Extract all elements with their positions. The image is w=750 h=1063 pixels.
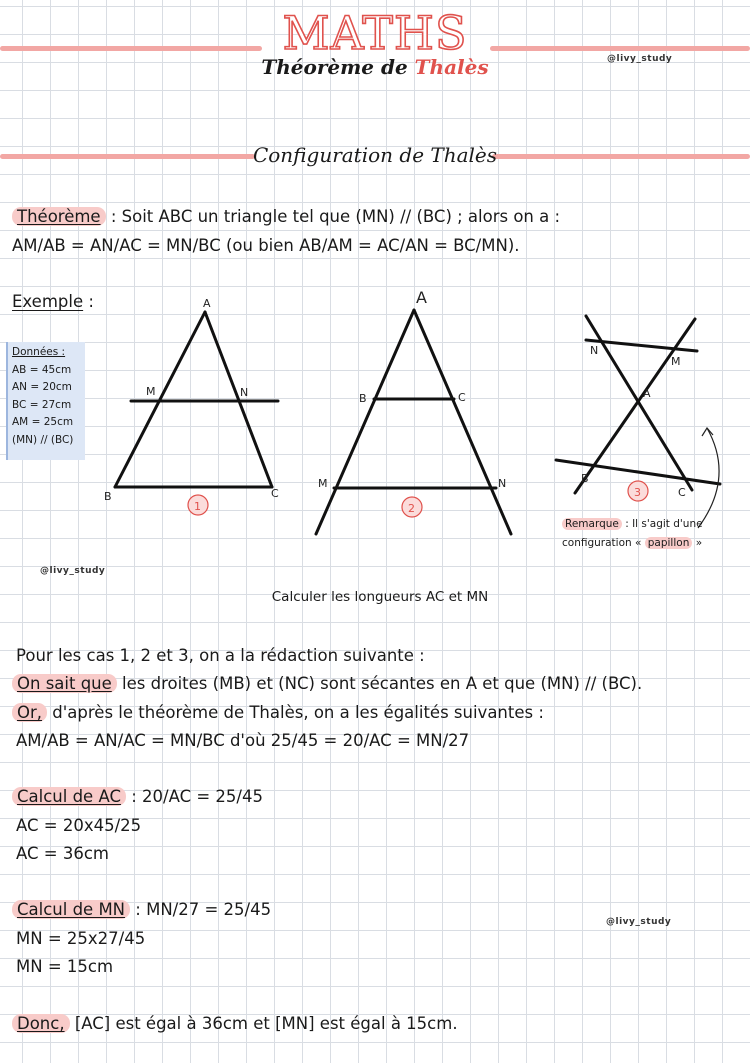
fig2-label-m: M: [318, 477, 328, 490]
on-sait-label: On sait que: [12, 674, 117, 693]
data-item: AB = 45cm: [12, 363, 72, 376]
exercise-caption: Calculer les longueurs AC et MN: [271, 589, 489, 605]
fig2-label-n: N: [498, 477, 507, 490]
redaction-intro: Pour les cas 1, 2 et 3, on a la rédaction suivante :: [16, 646, 425, 665]
fig1-label-a: A: [203, 297, 211, 310]
data-title: Données :: [12, 346, 66, 358]
remark-label: Remarque: [562, 518, 622, 530]
remark-line-1: [562, 515, 703, 534]
fig2-label-b: B: [359, 392, 367, 405]
fig3-label-a: A: [643, 387, 651, 400]
fig3-label-n: N: [590, 344, 599, 357]
or-text: d'après le théorème de Thalès, on a les égalités suivantes :: [47, 703, 544, 722]
remark-highlight: papillon: [645, 537, 693, 549]
fig1-label-m: M: [146, 385, 156, 398]
calc-ac-text: : 20/AC = 25/45: [125, 787, 263, 806]
fig3-label-b: B: [581, 472, 589, 485]
fig1-label-n: N: [240, 386, 249, 399]
fig3-label-m: M: [671, 355, 681, 368]
calc-ac-heading: [12, 787, 263, 806]
author-handle-middle: @livy_study: [40, 566, 106, 576]
theorem-label: Théorème: [12, 207, 106, 226]
data-item: AM = 25cm: [12, 416, 74, 428]
redaction-on-sait: [12, 674, 642, 693]
conclusion-line: [12, 1014, 458, 1033]
theorem-line-2: AM/AB = AN/AC = MN/BC (ou bien AB/AM = AC/AN = BC/MN).: [12, 236, 520, 255]
author-handle-bottom: @livy_study: [606, 917, 672, 927]
fig2-label-c: C: [458, 391, 466, 404]
calc-mn-heading: [12, 900, 271, 919]
or-label: Or,: [12, 703, 47, 722]
data-item: BC = 27cm: [12, 398, 72, 411]
on-sait-text: les droites (MB) et (NC) sont sécantes en A et que (MN) // (BC).: [116, 674, 643, 693]
fig2-label-a: A: [416, 288, 427, 307]
fig1-label-c: C: [271, 487, 279, 500]
redaction-or: [12, 703, 544, 722]
remark-note: [562, 515, 703, 553]
data-item: (MN) // (BC): [12, 433, 74, 446]
redaction-equalities: AM/AB = AN/AC = MN/BC d'où 25/45 = 20/AC = MN/27: [16, 731, 470, 750]
author-handle-top: @livy_study: [607, 54, 673, 64]
page-title: MATHS: [282, 6, 468, 60]
fig3-label-c: C: [678, 486, 686, 499]
fig2-line-am: [316, 310, 414, 534]
subtitle-highlight: Thalès: [414, 55, 489, 79]
calc-ac-line-2: AC = 20x45/25: [16, 816, 142, 835]
remark-text-3: »: [692, 537, 703, 549]
theorem-text: : Soit ABC un triangle tel que (MN) // (BC) ; alors on a :: [105, 207, 561, 226]
fig1-number: 1: [194, 500, 201, 513]
conclusion-label: Donc,: [12, 1014, 70, 1033]
fig2-line-an: [414, 310, 511, 534]
section-title: Configuration de Thalès: [252, 143, 498, 167]
conclusion-text: [AC] est égal à 36cm et [MN] est égal à 15cm.: [69, 1014, 458, 1033]
fig2-number: 2: [408, 502, 415, 515]
remark-line-2: [562, 534, 703, 553]
data-item: AN = 20cm: [12, 381, 72, 393]
arrow-head-icon: [702, 428, 713, 436]
calc-mn-line-2: MN = 25x27/45: [16, 929, 146, 948]
calc-mn-text: : MN/27 = 25/45: [130, 900, 272, 919]
calc-ac-label: Calcul de AC: [12, 787, 126, 806]
remark-text-1: : Il s'agit d'une: [621, 518, 703, 530]
remark-arrow: [698, 428, 719, 528]
remark-text-2: configuration «: [562, 537, 645, 549]
calc-ac-line-3: AC = 36cm: [16, 844, 109, 863]
calc-mn-line-3: MN = 15cm: [16, 957, 114, 976]
example-label: Exemple: [12, 292, 84, 311]
calc-mn-label: Calcul de MN: [12, 900, 130, 919]
example-suffix: :: [83, 292, 94, 311]
fig3-number: 3: [634, 486, 641, 499]
fig1-label-b: B: [104, 490, 112, 503]
subtitle-text: Théorème de: [261, 55, 408, 79]
